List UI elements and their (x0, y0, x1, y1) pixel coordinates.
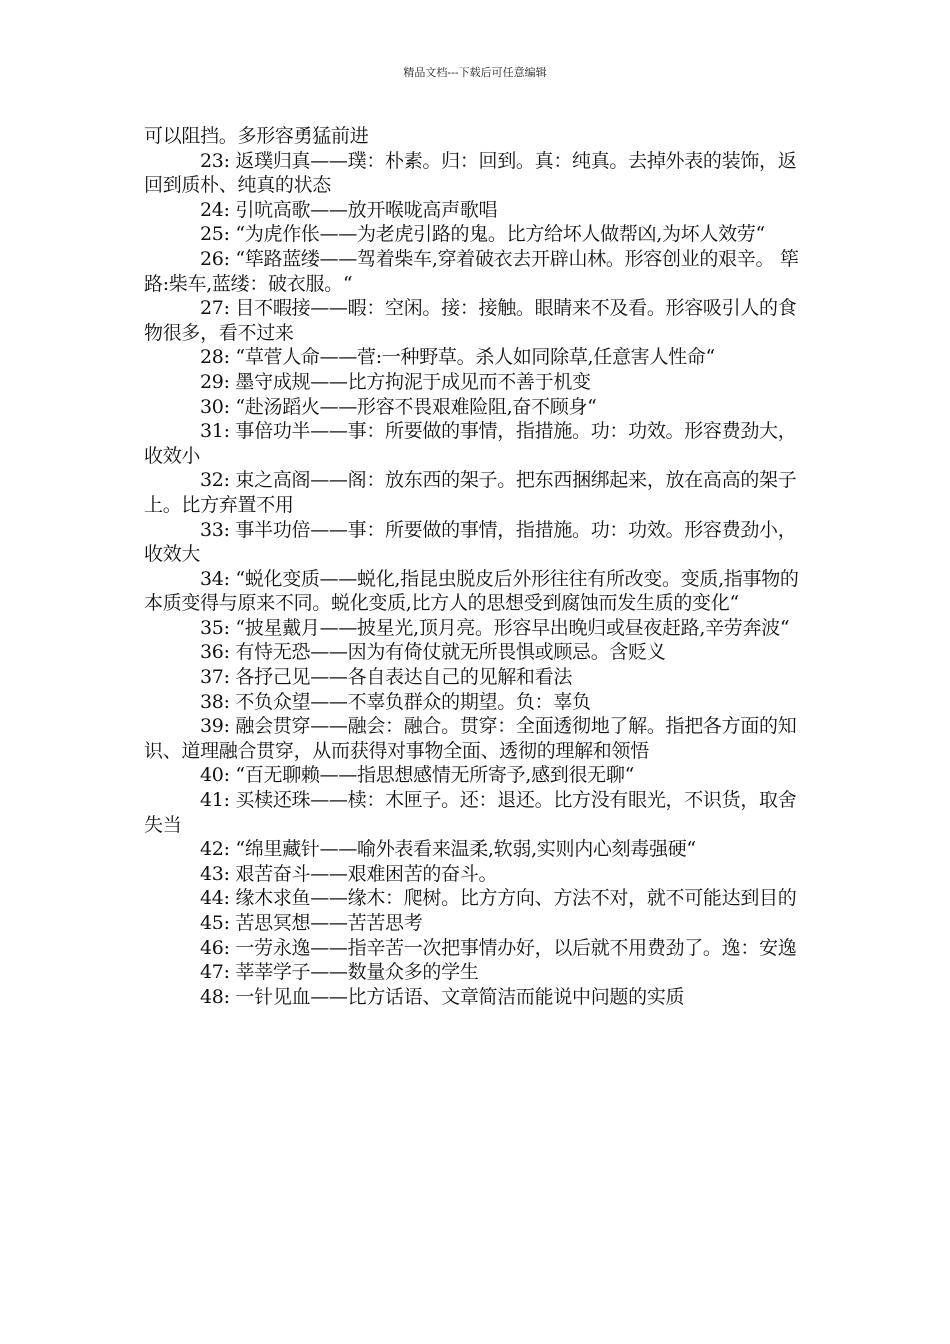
paragraph: 35: “披星戴月——披星光,顶月亮。形容早出晚归或昼夜赶路,辛劳奔波“ (200, 616, 790, 639)
paragraph: 36: 有恃无恐——因为有倚仗就无所畏惧或顾忌。含贬义 (200, 641, 666, 664)
paragraph: 25: “为虎作伥——为老虎引路的鬼。比方给坏人做帮凶,为坏人效劳“ (200, 223, 765, 246)
paragraph: 39: 融会贯穿——融会：融合。贯穿：全面透彻地了解。指把各方面的知识、道理融合贯穿，从而获得对事物全面、透彻的理解和领悟 (144, 715, 797, 762)
paragraph: 27: 目不暇接——暇：空闲。接：接触。眼睛来不及看。形容吸引人的食物很多，看不过来 (144, 297, 797, 344)
paragraph: 23: 返璞归真——璞：朴素。归：回到。真：纯真。去掉外表的装饰，返回到质朴、纯真的状态 (144, 149, 797, 197)
paragraph: 26: “筚路蓝缕——驾着柴车,穿着破衣去开辟山林。形容创业的艰辛。 筚路:柴车,蓝缕：破衣服。“ (144, 247, 799, 295)
paragraph: 34: “蜕化变质——蜕化,指昆虫脱皮后外形往往有所改变。变质,指事物的本质变得与原来不同。蜕化变质,比方人的思想受到腐蚀而发生质的变化“ (144, 567, 799, 615)
paragraph: 24: 引吭高歌——放开喉咙高声歌唱 (200, 198, 498, 221)
paragraph: 41: 买椟还珠——椟：木匣子。还：退还。比方没有眼光，不识货，取舍失当 (144, 789, 797, 836)
document-body (144, 124, 808, 1009)
paragraph: 32: 束之高阁——阁：放东西的架子。把东西捆绑起来，放在高高的架子上。比方弃置不用 (144, 469, 797, 516)
paragraph: 37: 各抒己见——各自表达自己的见解和看法 (200, 666, 573, 689)
paragraph: 48: 一针见血——比方话语、文章简洁而能说中问题的实质 (200, 985, 685, 1008)
paragraph: 33: 事半功倍——事：所要做的事情，指措施。功：功效。形容费劲小，收效大 (144, 518, 797, 566)
paragraph: 28: “草菅人命——菅:一种野草。杀人如同除草,任意害人性命“ (200, 346, 715, 369)
paragraph: 43: 艰苦奋斗——艰难困苦的奋斗。 (200, 862, 498, 885)
paragraph: 46: 一劳永逸——指辛苦一次把事情办好，以后就不用费劲了。逸：安逸 (200, 936, 797, 959)
paragraph: 38: 不负众望——不辜负群众的期望。负：辜负 (200, 690, 591, 713)
paragraph: 45: 苦思冥想——苦苦思考 (200, 912, 423, 934)
paragraph: 42: “绵里藏针——喻外表看来温柔,软弱,实则内心刻毒强硬“ (200, 838, 696, 861)
paragraph: 40: “百无聊赖——指思想感情无所寄予,感到很无聊“ (200, 764, 634, 787)
paragraph: 29: 墨守成规——比方拘泥于成见而不善于机变 (200, 370, 591, 393)
paragraph: 44: 缘木求鱼——缘木：爬树。比方方向、方法不对，就不可能达到目的 (200, 887, 797, 910)
paragraph: 可以阻挡。多形容勇猛前进 (144, 125, 369, 147)
paragraph: 31: 事倍功半——事：所要做的事情，指措施。功：功效。形容费劲大，收效小 (144, 420, 797, 467)
paragraph: 30: “赴汤蹈火——形容不畏艰难险阻,奋不顾身“ (200, 395, 597, 418)
page-header: 精品文档---下载后可任意编辑 (403, 66, 547, 79)
paragraph: 47: 莘莘学子——数量众多的学生 (200, 961, 479, 984)
